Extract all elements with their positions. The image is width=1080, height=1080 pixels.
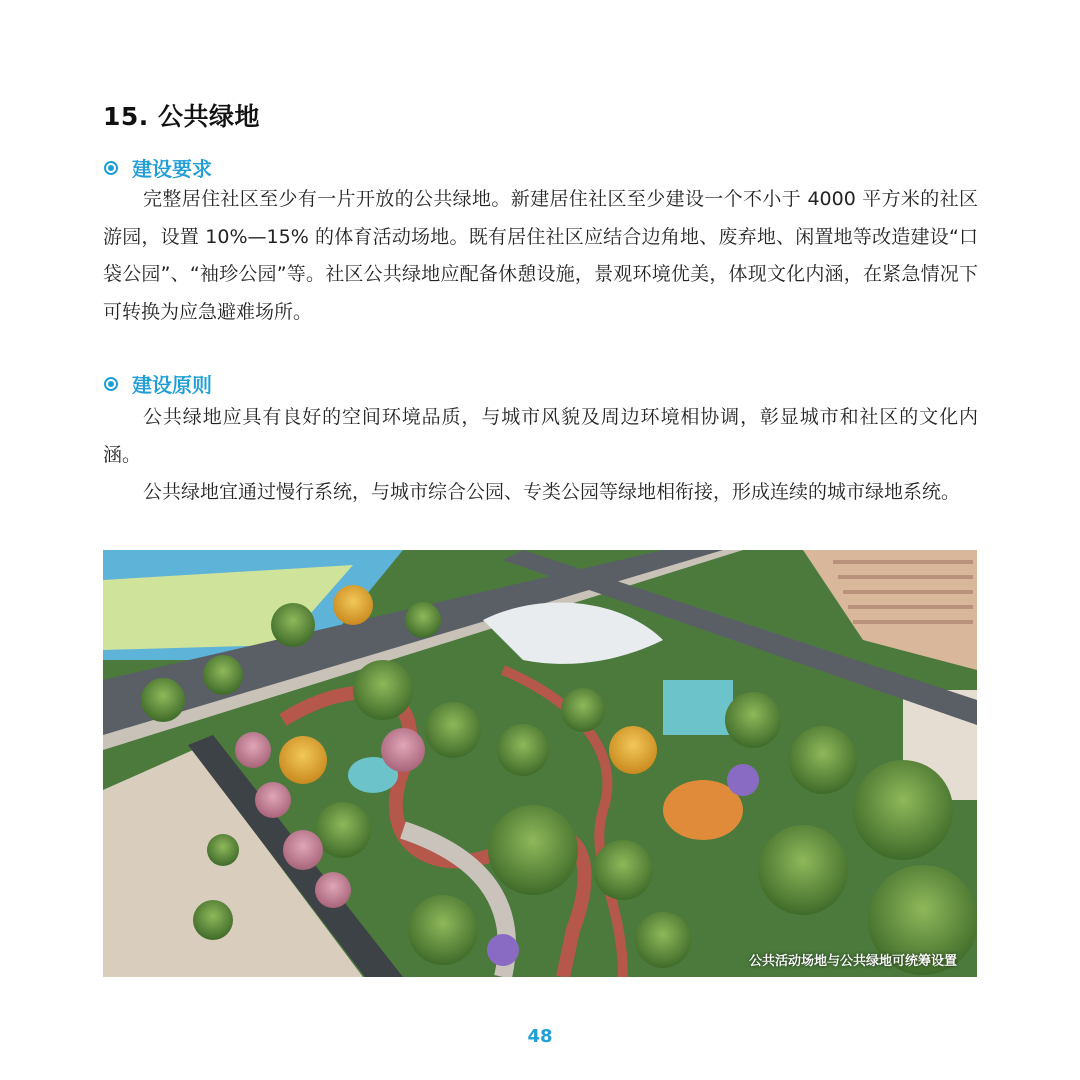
section-heading-principles <box>104 369 212 398</box>
section-heading-label: 建设要求 <box>132 157 212 181</box>
principles-paragraph-2: 公共绿地宜通过慢行系统，与城市综合公园、专类公园等绿地相衔接，形成连续的城市绿地系统。 <box>143 481 961 503</box>
section-heading-requirements <box>104 153 212 182</box>
page-title: 15. 公共绿地 <box>103 102 260 131</box>
bullet-circle-icon <box>104 161 118 175</box>
bullet-circle-icon <box>104 377 118 391</box>
section-heading-label: 建设原则 <box>132 373 212 397</box>
requirements-paragraph: 完整居住社区至少有一片开放的公共绿地。新建居住社区至少建设一个不小于 4000 平方米的社区游园，设置 10%—15% 的体育活动场地。既有居住社区应结合边角地、废弃地、闲置地等改造建设“口袋公园”、“袖珍公园”等。社区公共绿地应配备休憩设施，景观环境优美，体现文化内涵，在紧急情况下可转换为应急避难场所。 <box>103 188 978 323</box>
figure-caption: 公共活动场地与公共绿地可统筹设置 <box>748 954 957 969</box>
park-aerial-image <box>103 550 977 977</box>
principles-paragraph-1: 公共绿地应具有良好的空间环境品质，与城市风貌及周边环境相协调，彰显城市和社区的文化内涵。 <box>103 406 978 466</box>
park-aerial-illustration <box>103 550 977 977</box>
page-number: 48 <box>527 1026 553 1047</box>
